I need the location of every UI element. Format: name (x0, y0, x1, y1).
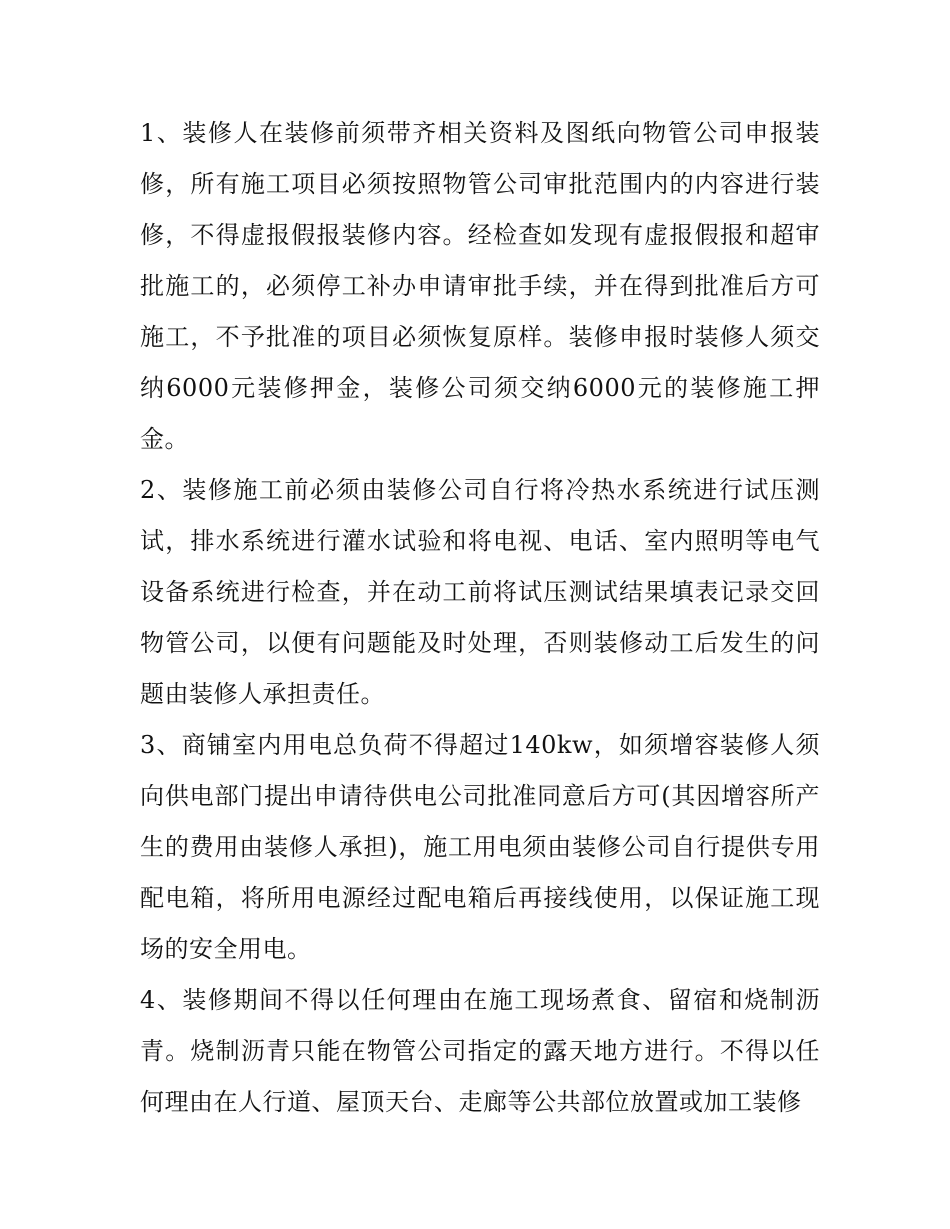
paragraph-4: 4、装修期间不得以任何理由在施工现场煮食、留宿和烧制沥青。烧制沥青只能在物管公司指定的露天地方进行。不得以任何理由在人行道、屋顶天台、走廊等公共部位放置或加工装修 (140, 986, 820, 1116)
paragraph-1: 1、装修人在装修前须带齐相关资料及图纸向物管公司申报装修，所有施工项目必须按照物管公司审批范围内的内容进行装修，不得虚报假报装修内容。经检查如发现有虚报假报和超审批施工的，必须停工补办申请审批手续，并在得到批准后方可施工，不予批准的项目必须恢复原样。装修申报时装修人须交纳6000元装修押金，装修公司须交纳6000元的装修施工押金。 (140, 119, 820, 453)
paragraph-3: 3、商铺室内用电总负荷不得超过140kw，如须增容装修人须向供电部门提出申请待供电公司批准同意后方可(其因增容所产生的费用由装修人承担)，施工用电须由装修公司自行提供专用配电箱，将所用电源经过配电箱后再接线使用，以保证施工现场的安全用电。 (140, 731, 820, 963)
paragraph-2: 2、装修施工前必须由装修公司自行将冷热水系统进行试压测试，排水系统进行灌水试验和将电视、电话、室内照明等电气设备系统进行检查，并在动工前将试压测试结果填表记录交回物管公司，以便有问题能及时处理，否则装修动工后发生的问题由装修人承担责任。 (140, 476, 820, 708)
document-body (140, 108, 820, 1128)
